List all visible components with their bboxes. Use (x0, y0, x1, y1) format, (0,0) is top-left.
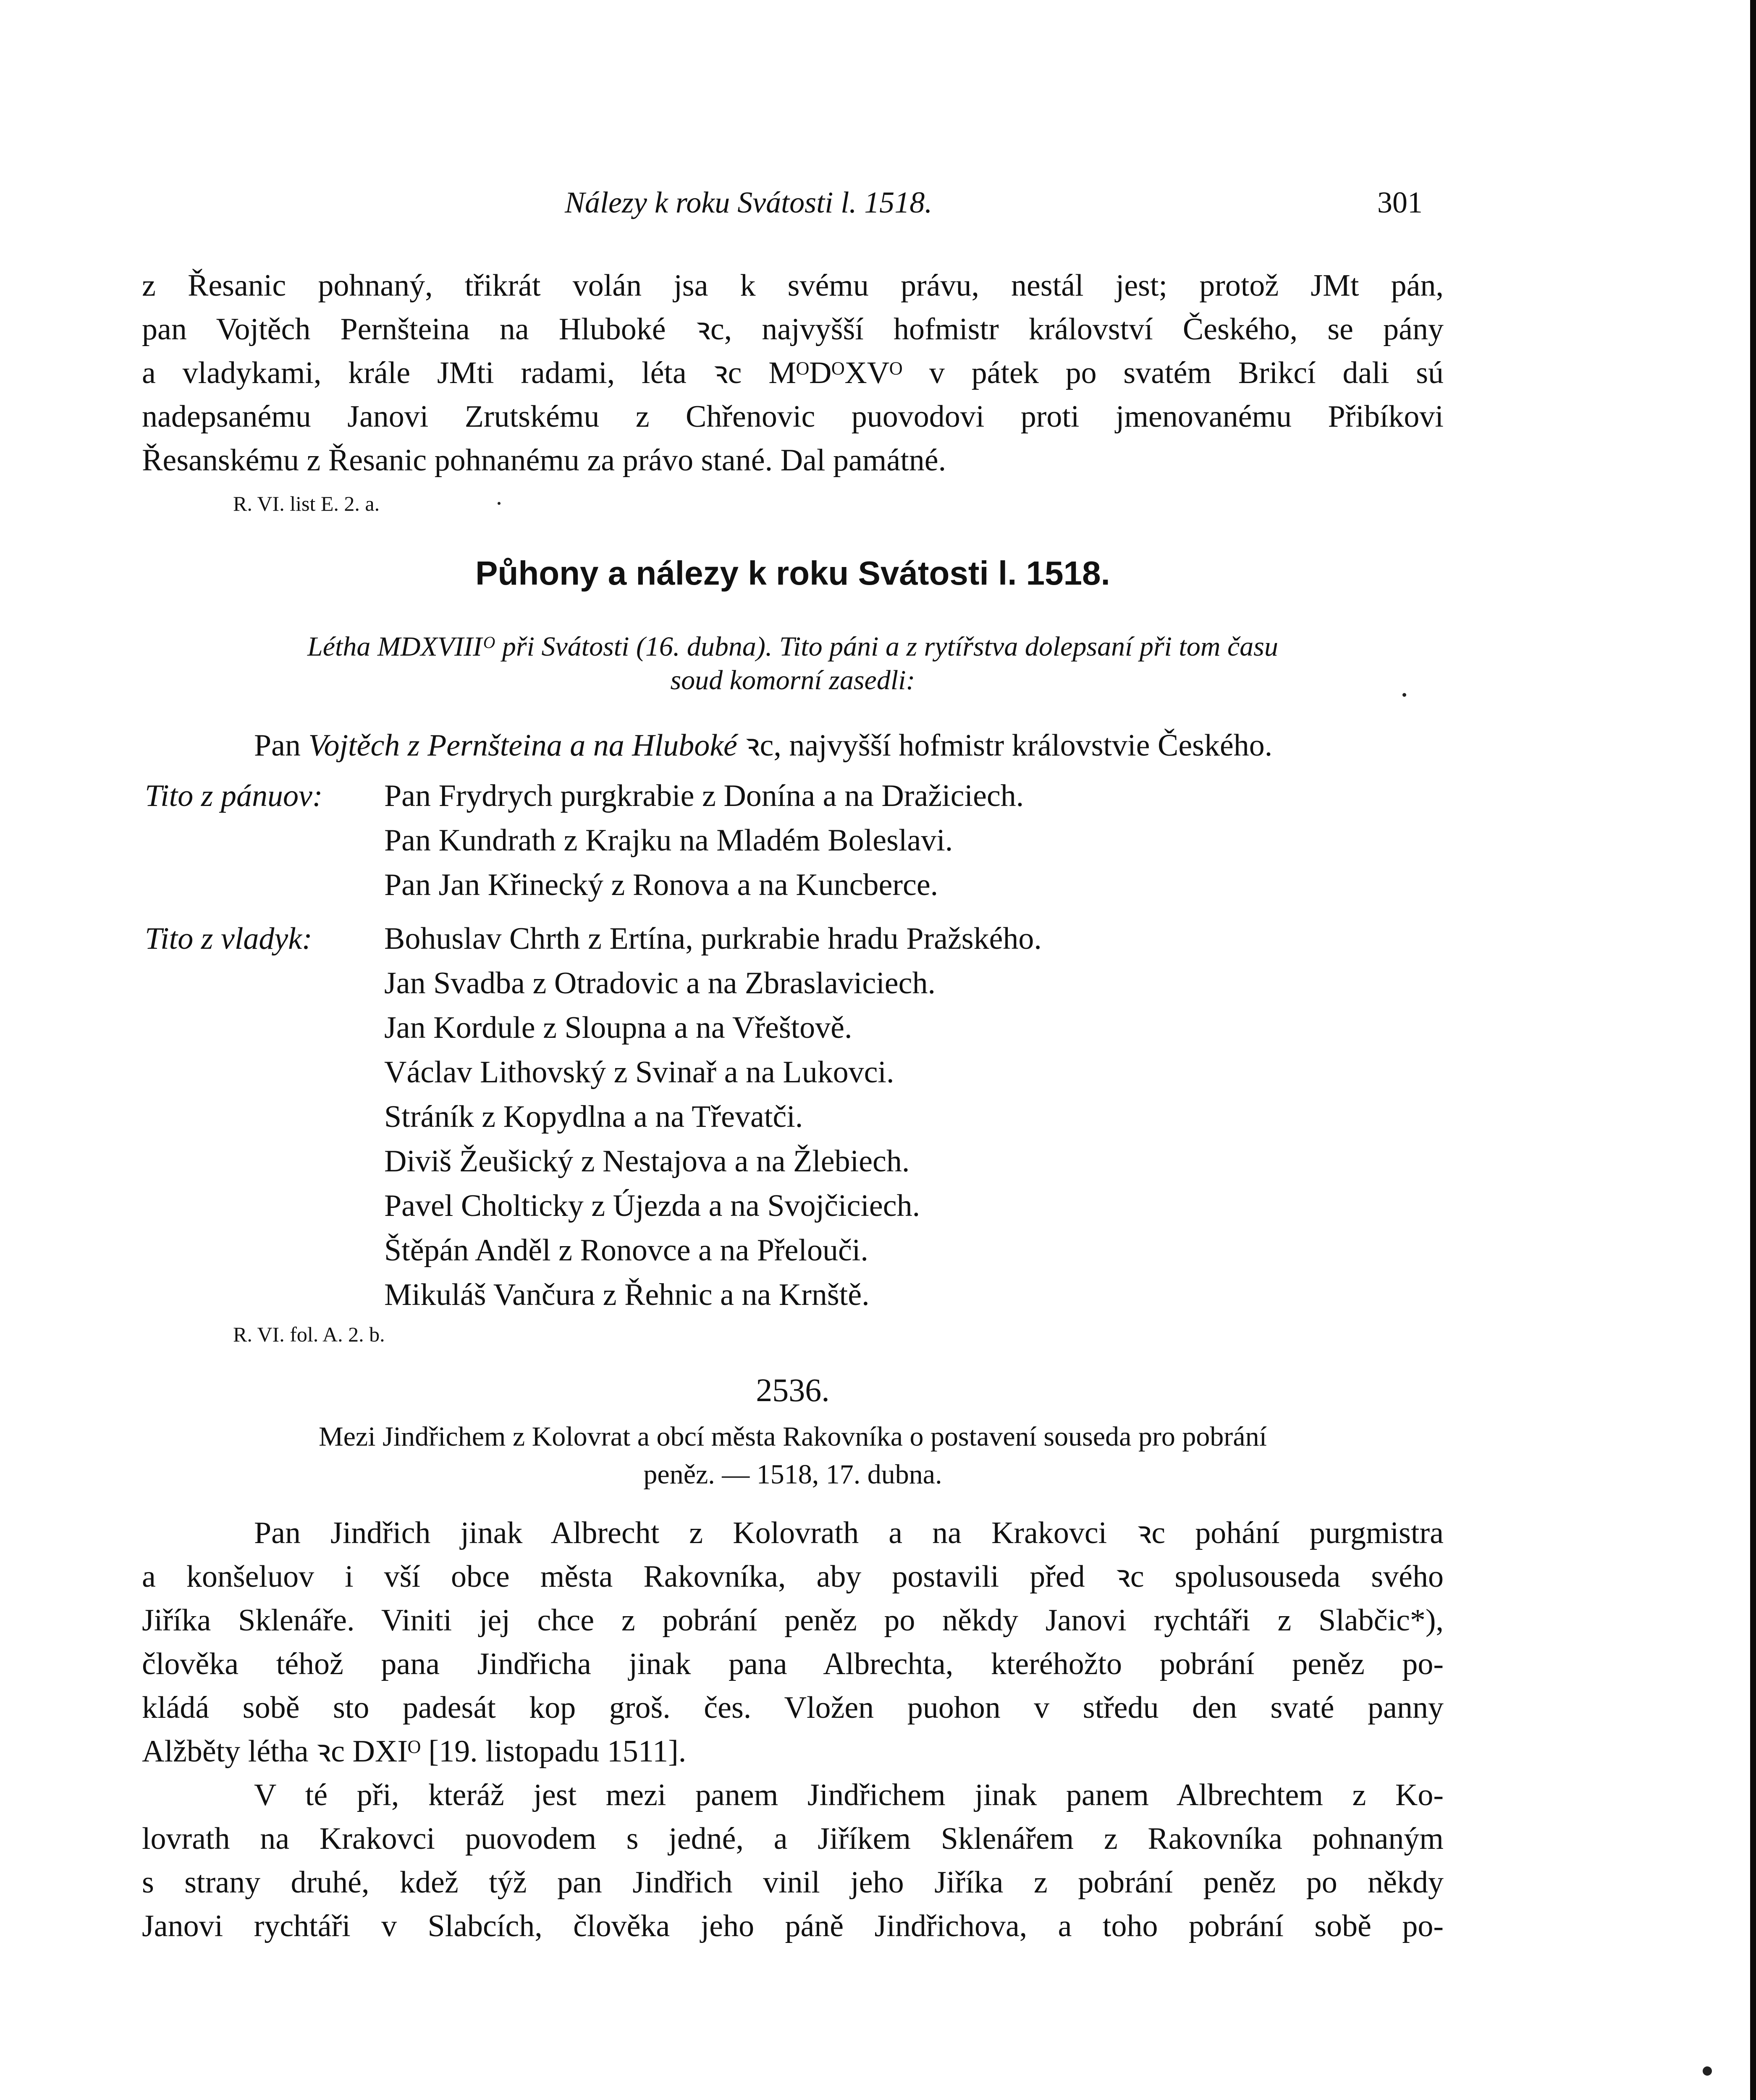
lords-label: Tito z pánuov: (145, 779, 323, 813)
chair-name: Vojtěch z Pernšteina a na Hluboké (308, 728, 737, 763)
text-line: Janovi rychtáři v Slabcích, člověka jeho páně Jindřichova, a toho pobrání sobě po- (142, 1909, 1444, 1943)
section-heading: Půhony a nálezy k roku Svátosti l. 1518. (475, 554, 1110, 592)
list-item: Jan Svadba z Otradovic a na Zbraslaviciech. (384, 966, 936, 1000)
list-item: Mikuláš Vančura z Řehnic a na Krnště. (384, 1278, 870, 1312)
archive-reference: R. VI. fol. A. 2. b. (233, 1323, 385, 1346)
section-intro-line: Létha MDXVIIIᴼ při Svátosti (16. dubna). Tito páni a z rytířstva dolepsaní při tom času (307, 631, 1278, 662)
court-chair (254, 727, 1272, 764)
text-line: člověka téhož pana Jindřicha jinak pana Albrechta, kteréhožto pobrání peněz po- (142, 1647, 1444, 1681)
text-line: kládá sobě sto padesát kop groš. čes. Vložen puohon v středu den svaté panny (142, 1690, 1444, 1725)
entry-number: 2536. (756, 1372, 830, 1408)
text-line: a konšeluov i vší obce města Rakovníka, aby postavili před ꝛc spolusouseda svého (142, 1559, 1444, 1594)
list-item: Pan Frydrych purgkrabie z Donína a na Dražiciech. (384, 779, 1024, 813)
text-line: Alžběty létha ꝛc DXIᴼ [19. listopadu 1511]. (142, 1734, 687, 1769)
text-line: Jiříka Sklenáře. Viniti jej chce z pobrání peněz po někdy Janovi rychtáři z Slabčic*), (142, 1603, 1444, 1638)
text-line: lovrath na Krakovci puovodem s jedné, a Jiříkem Sklenářem z Rakovníka pohnaným (142, 1822, 1444, 1856)
entry-summary-line: peněz. — 1518, 17. dubna. (643, 1459, 942, 1490)
list-item: Bohuslav Chrth z Ertína, purkrabie hradu Pražského. (384, 921, 1042, 956)
text-line: Řesanskému z Řesanic pohnanému za právo stané. Dal památné. (142, 443, 946, 478)
chair-suffix: ꝛc, najvyšší hofmistr královstvie Českého. (737, 728, 1273, 763)
scan-speck (1703, 2066, 1712, 2076)
running-title: Nálezy k roku Svátosti l. 1518. (565, 186, 933, 219)
list-item: Pan Kundrath z Krajku na Mladém Boleslavi. (384, 823, 953, 858)
text-line: nadepsanému Janovi Zrutskému z Chřenovic puovodovi proti jmenovanému Přibíkovi (142, 399, 1444, 434)
page-number: 301 (1377, 186, 1423, 219)
text-line: s strany druhé, kdež týž pan Jindřich vinil jeho Jiříka z pobrání peněz po někdy (142, 1865, 1444, 1900)
chair-prefix: Pan (254, 728, 309, 763)
list-item: Pan Jan Křinecký z Ronova a na Kuncberce. (384, 868, 938, 902)
text-line: Pan Jindřich jinak Albrecht z Kolovrath a na Krakovci ꝛc pohání purgmistra (254, 1516, 1444, 1550)
scan-border-right (1750, 0, 1756, 2100)
text-line: V té při, kteráž jest mezi panem Jindřichem jinak panem Albrechtem z Ko- (254, 1778, 1444, 1812)
list-item: Václav Lithovský z Svinař a na Lukovci. (384, 1055, 894, 1089)
archive-reference: R. VI. list E. 2. a. (233, 492, 380, 515)
scan-speck (498, 502, 501, 505)
scan-speck (1402, 693, 1406, 697)
entry-summary-line: Mezi Jindřichem z Kolovrat a obcí města Rakovníka o postavení souseda pro pobrání (318, 1421, 1267, 1452)
text-line: a vladykami, krále JMti radami, léta ꝛc MᴼDᴼXVᴼ v pátek po svatém Brikcí dali sú (142, 356, 1444, 390)
list-item: Jan Kordule z Sloupna a na Vřeštově. (384, 1011, 852, 1045)
section-intro-line: soud komorní zasedli: (670, 665, 915, 696)
list-item: Štěpán Anděl z Ronovce a na Přelouči. (384, 1233, 868, 1268)
list-item: Diviš Žeušický z Nestajova a na Žlebiech. (384, 1144, 910, 1179)
list-item: Stráník z Kopydlna a na Třevatči. (384, 1100, 803, 1134)
knights-label: Tito z vladyk: (145, 921, 312, 956)
text-line: pan Vojtěch Pernšteina na Hluboké ꝛc, najvyšší hofmistr království Českého, se pány (142, 312, 1444, 346)
list-item: Pavel Cholticky z Újezda a na Svojčiciech. (384, 1189, 920, 1223)
text-line: z Řesanic pohnaný, třikrát volán jsa k svému právu, nestál jest; protož JMt pán, (142, 268, 1444, 303)
